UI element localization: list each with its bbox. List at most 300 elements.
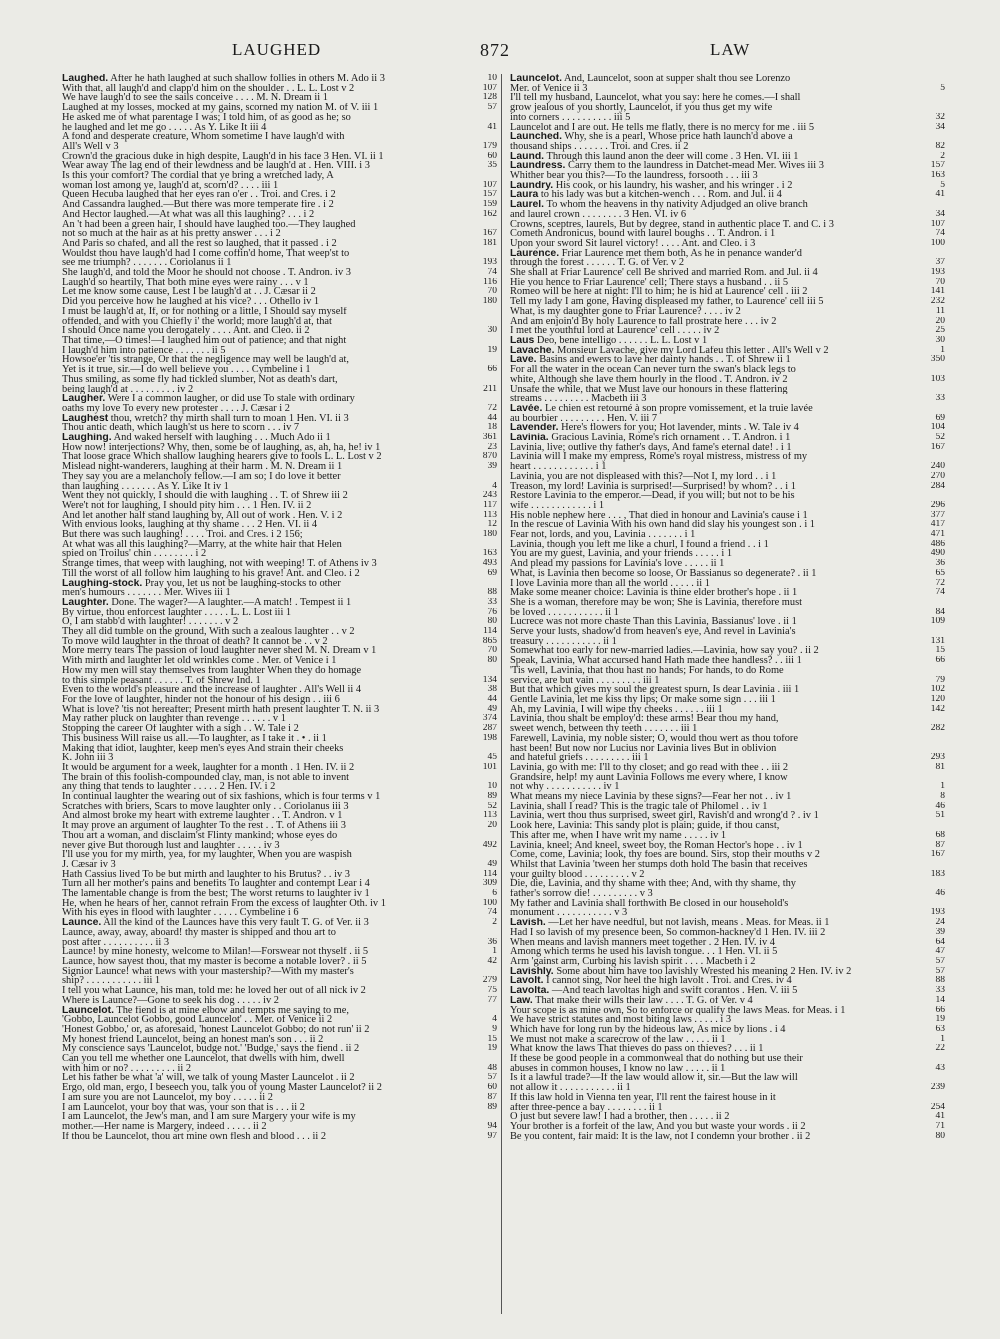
headword: Laund. xyxy=(510,151,545,162)
concordance-line xyxy=(62,346,497,356)
quotation-text: Die, die, Lavinia, and thy shame with thee; And, with thy shame, thy xyxy=(510,879,796,890)
concordance-line xyxy=(62,986,497,996)
line-reference: 10 xyxy=(487,74,497,83)
concordance-line xyxy=(62,763,497,773)
quotation-text: Launce, how sayest thou, that my master is become a notable lover? . ii 5 xyxy=(62,956,367,967)
headword: Lavish. xyxy=(510,918,546,928)
line-reference: 157 xyxy=(930,161,945,171)
concordance-line xyxy=(510,947,945,957)
quotation-text: wife . . . . . . . . . . . . i 1 xyxy=(510,500,605,511)
concordance-line xyxy=(62,666,497,676)
quotation-text: Launcelot and I are out. He tells me flatly, there is no mercy for me . iii 5 xyxy=(510,122,815,133)
headword: Lavinia. xyxy=(510,433,549,443)
concordance-line xyxy=(62,918,497,928)
concordance-line xyxy=(510,656,945,666)
quotation-text: streams . . . . . . . . . Macbeth iii 3 xyxy=(510,394,647,404)
quotation-text: O, I am stabb'd with laughter! . . . . . . . v 2 xyxy=(62,617,239,628)
concordance-line xyxy=(62,928,497,938)
line-reference: 12 xyxy=(487,520,497,530)
line-reference: 10 xyxy=(487,782,497,792)
line-reference: 113 xyxy=(483,510,497,520)
quotation-text: Lavinia, live; outlive thy father's days, And fame's eternal date! . i 1 xyxy=(510,442,792,453)
headword: Laus xyxy=(510,335,535,346)
concordance-line xyxy=(510,317,945,327)
quotation-text: J. Cæsar iv 3 xyxy=(62,859,116,870)
headword: Launcelot. xyxy=(62,1005,114,1016)
quotation-text: Crown'd the gracious duke in high despite, Laugh'd in his face 3 Hen. VI. ii 1 xyxy=(62,151,384,162)
quotation-text: Ergo, old man, ergo, I beseech you, talk you of young Master Launcelot? ii 2 xyxy=(62,1083,382,1093)
concordance-line xyxy=(62,220,497,230)
line-reference: 417 xyxy=(930,520,945,530)
concordance-line xyxy=(510,462,945,472)
quotation-text: abuses in common houses, I know no law . . . . . ii 1 xyxy=(510,1063,726,1074)
concordance-line xyxy=(510,753,945,763)
quotation-text: What know the laws That thieves do pass on thieves? . . . ii 1 xyxy=(510,1044,764,1055)
concordance-line xyxy=(510,792,945,802)
quotation-text: Hath Cassius lived To be but mirth and laughter to his Brutus? . . iv 3 xyxy=(62,869,350,880)
concordance-line xyxy=(62,501,497,511)
concordance-line xyxy=(510,472,945,482)
quotation-text: His cook, or his laundry, his washer, and his wringer . i 2 xyxy=(555,180,793,191)
quotation-text: Friar Laurence met them both, As he in penance wander'd xyxy=(561,248,802,259)
line-reference: 5 xyxy=(940,180,945,190)
quotation-text: Were I a common laugher, or did use To stale with ordinary xyxy=(107,394,355,404)
concordance-line xyxy=(62,1122,497,1132)
concordance-line xyxy=(62,171,497,181)
line-reference: 70 xyxy=(487,646,497,656)
quotation-text: Laughed at my losses, mocked at my gains, scorned my nation M. of V. iii 1 xyxy=(62,103,379,113)
concordance-line xyxy=(510,705,945,715)
quotation-text: When means and lavish manners meet together . 2 Hen. IV. iv 4 xyxy=(510,937,775,948)
concordance-line xyxy=(62,588,497,598)
page-number: 872 xyxy=(480,40,510,60)
line-reference: 198 xyxy=(482,733,497,743)
quotation-text: Strange times, that weep with laughing, not with weeping! T. of Athens iv 3 xyxy=(62,559,377,569)
quotation-text: heart . . . . . . . . . . . . i 1 xyxy=(510,462,607,472)
headword: Launce. xyxy=(62,918,102,928)
quotation-text: Le chien est retourné à son propre vomissement, et la truie lavée xyxy=(544,403,813,414)
concordance-line xyxy=(510,850,945,860)
quotation-text: Thus smiling, as some fly had tickled slumber, Not as death's dart, xyxy=(62,374,338,385)
line-reference: 74 xyxy=(487,908,497,918)
quotation-text: All the kind of the Launces have this very fault T. G. of Ver. ii 3 xyxy=(103,918,369,928)
quotation-text: Launce, away, away, aboard! thy master is shipped and thou art to xyxy=(62,927,336,938)
quotation-text: service, are but vain . . . . . . . . . iii 1 xyxy=(510,675,660,686)
quotation-text: The lamentable change is from the best; The worst returns to laughter iv 1 xyxy=(62,889,370,899)
line-reference: 1 xyxy=(940,345,945,355)
quotation-text: Which have for long run by the hideous law, As mice by lions . i 4 xyxy=(510,1024,786,1035)
line-reference: 80 xyxy=(487,656,497,666)
quotation-text: offended, and with you Chiefly i' the world; more laugh'd at, that xyxy=(62,316,332,327)
quotation-text: Even to the world's pleasure and the increase of laughter . All's Well ii 4 xyxy=(62,685,362,695)
quotation-text: Treason, my lord! Lavinia is surprised!—Surprised! by whom? . . i 1 xyxy=(510,481,796,492)
quotation-text: If thou be Launcelot, thou art mine own flesh and blood . . . ii 2 xyxy=(62,1131,327,1142)
quotation-text: She shall at Friar Laurence' cell Be shrived and married Rom. and Jul. ii 4 xyxy=(510,268,818,278)
quotation-text: They say you are a melancholy fellow.—I am so; I do love it better xyxy=(62,471,341,482)
line-reference: 374 xyxy=(482,714,497,724)
line-reference: 279 xyxy=(482,976,497,986)
headword: Law. xyxy=(510,995,533,1006)
concordance-line xyxy=(510,1083,945,1093)
headword: Laughter. xyxy=(62,597,109,608)
quotation-text: Gracious Lavinia, Rome's rich ornament . . T. Andron. i 1 xyxy=(551,433,791,443)
quotation-text: to his lady was but a kitchen-wench . . . Rom. and Jul. ii 4 xyxy=(540,190,782,201)
quotation-text: Some about him have too lavishly Wrested his meaning 2 Hen. IV. iv 2 xyxy=(556,966,852,977)
quotation-text: grow jealous of you shortly, Launcelot, if you thus get my wife xyxy=(510,103,773,113)
concordance-line xyxy=(62,540,497,550)
line-reference: 15 xyxy=(487,1034,497,1044)
quotation-text: Through this laund anon the deer will come . 3 Hen. VI. iii 1 xyxy=(546,151,799,162)
line-reference: 19 xyxy=(935,1015,945,1025)
concordance-line xyxy=(62,462,497,472)
quotation-text: Launce! by mine honesty, welcome to Milan!—Forswear not thyself . ii 5 xyxy=(62,947,369,957)
line-reference: 193 xyxy=(930,268,945,278)
concordance-line xyxy=(510,579,945,589)
quotation-text: Restore Lavinia to the emperor.—Dead, if you will; but not to be his xyxy=(510,491,795,501)
line-reference: 181 xyxy=(482,238,497,248)
concordance-line xyxy=(510,967,945,977)
concordance-line xyxy=(510,559,945,569)
concordance-line xyxy=(510,714,945,724)
concordance-line xyxy=(510,1054,945,1064)
quotation-text: He asked me of what parentage I was; I told him, of as good as he; so xyxy=(62,112,351,123)
line-reference: 72 xyxy=(935,578,945,588)
concordance-line xyxy=(510,404,945,414)
line-reference: 167 xyxy=(930,442,945,452)
concordance-line xyxy=(62,74,497,84)
concordance-line xyxy=(510,1112,945,1122)
line-reference: 120 xyxy=(930,695,945,704)
concordance-line xyxy=(510,627,945,637)
quotation-text: A fond and desperate creature, Whom sometime I have laugh'd with xyxy=(62,132,345,142)
concordance-line xyxy=(510,782,945,792)
quotation-text: Be you content, fair maid: It is the law, not I condemn your brother . ii 2 xyxy=(510,1131,811,1142)
concordance-line xyxy=(510,1103,945,1113)
concordance-line xyxy=(62,414,497,424)
concordance-line xyxy=(510,879,945,889)
concordance-line xyxy=(62,860,497,870)
quotation-text: Where is Launce?—Gone to seek his dog . . . . . iv 2 xyxy=(62,995,279,1006)
quotation-text: My honest friend Launcelot, being an honest man's son . . . ii 2 xyxy=(62,1034,324,1045)
quotation-text: With mirth and laughter let old wrinkles come . Mer. of Venice i 1 xyxy=(62,656,337,666)
line-reference: 74 xyxy=(935,229,945,239)
quotation-text: after three-pence a bay . . . . . . . . ii 1 xyxy=(510,1102,663,1113)
line-reference: 41 xyxy=(935,1112,945,1122)
concordance-line xyxy=(510,1035,945,1045)
concordance-line xyxy=(510,841,945,851)
concordance-line xyxy=(62,113,497,123)
quotation-text: I am Launcelot, your boy that was, your son that is . . . ii 2 xyxy=(62,1102,305,1113)
quotation-text: Lavinia will I make my empress, Rome's royal mistress, mistress of my xyxy=(510,452,808,463)
quotation-text: I am Launcelot, the Jew's man, and I am sure Margery your wife is my xyxy=(62,1112,356,1122)
line-reference: 296 xyxy=(930,500,945,510)
concordance-line xyxy=(510,249,945,259)
line-reference: 14 xyxy=(935,995,945,1005)
concordance-line xyxy=(510,161,945,171)
headword: Lave. xyxy=(510,355,537,366)
quotation-text: We must not make a scarecrow of the law . . . . . ii 1 xyxy=(510,1034,726,1045)
line-reference: 80 xyxy=(487,617,497,627)
quotation-text: Mislead night-wanderers, laughing at their harm . M. N. Dream ii 1 xyxy=(62,462,343,472)
quotation-text: I cannot sing, Nor heel the high lavolt . Troi. and Cres. iv 4 xyxy=(546,976,792,987)
quotation-text: How my men will stay themselves from laughter When they do homage xyxy=(62,665,362,676)
quotation-text: any thing that tends to laughter . . . . . 2 Hen. IV. i 2 xyxy=(62,782,276,793)
quotation-text: Lucrece was not more chaste Than this Lavinia, Bassianus' love . ii 1 xyxy=(510,617,797,628)
concordance-line xyxy=(62,433,497,443)
headword: Laughed. xyxy=(62,74,109,84)
quotation-text: see me triumph? . . . . . . . Coriolanus ii 1 xyxy=(62,258,232,269)
quotation-text: Monsieur Lavache, give my Lord Lafeu this letter . All's Well v 2 xyxy=(557,345,829,356)
concordance-line xyxy=(510,375,945,385)
concordance-line xyxy=(510,103,945,113)
page-header xyxy=(60,40,940,68)
quotation-text: 'Gobbo, Launcelot Gobbo, good Launcelot' . . Mer. of Venice ii 2 xyxy=(62,1015,333,1025)
headword: Laundress. xyxy=(510,161,566,172)
quotation-text: It may prove an argument of laughter To the rest . . T. of Athens iii 3 xyxy=(62,821,346,831)
line-reference: 490 xyxy=(930,549,945,559)
quotation-text: Lavinia, kneel; And kneel, sweet boy, the Roman Hector's hope . . iv 1 xyxy=(510,840,803,851)
line-reference: 52 xyxy=(487,801,497,811)
line-reference: 48 xyxy=(487,1063,497,1073)
quotation-text: I'll tell my husband, Launcelot, what you say: here he comes.—I shall xyxy=(510,93,801,104)
line-reference: 69 xyxy=(487,568,497,578)
concordance-line xyxy=(62,317,497,327)
headword: Laugher. xyxy=(62,394,106,404)
concordance-line xyxy=(62,947,497,957)
line-reference: 23 xyxy=(487,442,497,452)
quotation-text: Is it a lawful trade?—If the law would allow it, sir.—But the law will xyxy=(510,1073,798,1084)
concordance-line xyxy=(510,142,945,152)
concordance-line xyxy=(510,996,945,1006)
quotation-text: Did you perceive how he laughed at his vice? . . . Othello iv 1 xyxy=(62,297,320,307)
quotation-text: 'Honest Gobbo,' or, as aforesaid, 'honest Launcelot Gobbo; do not run' ii 2 xyxy=(62,1024,370,1035)
concordance-line xyxy=(62,938,497,948)
concordance-line xyxy=(62,841,497,851)
quotation-text: 'Tis well, Lavinia, that thou hast no hands; For hands, to do Rome xyxy=(510,665,784,676)
concordance-line xyxy=(62,404,497,414)
quotation-text: This business Will raise us all.—To laughter, as I take it . • . ii 1 xyxy=(62,733,327,744)
quotation-text: Whilst that Lavinia 'tween her stumps doth hold The basin that receives xyxy=(510,859,808,870)
concordance-line xyxy=(62,773,497,783)
concordance-line xyxy=(510,773,945,783)
concordance-line xyxy=(62,899,497,909)
quotation-text: I'll use you for my mirth, yea, for my laughter, When you are waspish xyxy=(62,850,352,860)
quotation-text: Let me know some cause, Lest I be laugh'd at . . J. Cæsar ii 2 xyxy=(62,287,316,298)
quotation-text: Mer. of Venice ii 3 xyxy=(510,83,588,94)
concordance-line xyxy=(510,569,945,579)
concordance-line xyxy=(62,287,497,297)
line-reference: 22 xyxy=(935,1044,945,1054)
line-reference: 159 xyxy=(482,200,497,210)
quotation-text: Somewhat too early for new-married ladies.—Lavinia, how say you? . ii 2 xyxy=(510,646,819,657)
quotation-text: We have strict statutes and most biting laws . . . . . i 3 xyxy=(510,1015,732,1025)
line-reference: 232 xyxy=(930,297,945,307)
line-reference: 471 xyxy=(930,530,945,540)
quotation-text: Farewell, Lavinia, my noble sister; O, would thou wert as thou tofore xyxy=(510,733,798,744)
concordance-line xyxy=(62,93,497,103)
concordance-line xyxy=(62,753,497,763)
line-reference: 74 xyxy=(487,268,497,278)
quotation-text: and laurel crown . . . . . . . . 3 Hen. VI. iv 6 xyxy=(510,209,687,220)
concordance-line xyxy=(510,549,945,559)
quotation-text: Queen Hecuba laughed that her eyes ran o'er . . Troi. and Cres. i 2 xyxy=(62,190,336,201)
quotation-text: I love Lavinia more than all the world . . . . . ii 1 xyxy=(510,578,710,589)
line-reference: 2 xyxy=(492,918,497,928)
quotation-text: If these be good people in a commonweal that do nothing but use their xyxy=(510,1054,803,1064)
line-reference: 114 xyxy=(483,627,497,637)
quotation-text: Till the worst of all follow him laughing to his grave! Ant. and Cleo. i 2 xyxy=(62,568,360,579)
quotation-text: An 't had been a green hair, I should have laughed too.—They laughed xyxy=(62,219,356,230)
line-reference: 309 xyxy=(482,879,497,889)
concordance-line xyxy=(510,268,945,278)
header-right-guide-word: LAW xyxy=(710,40,751,59)
concordance-line xyxy=(510,501,945,511)
concordance-line xyxy=(62,608,497,618)
concordance-line xyxy=(62,617,497,627)
line-reference: 77 xyxy=(487,995,497,1005)
concordance-line xyxy=(62,229,497,239)
quotation-text: At what was all this laughing?—Marry, at the white hair that Helen xyxy=(62,539,342,550)
concordance-line xyxy=(510,918,945,928)
concordance-line xyxy=(510,181,945,191)
quotation-text: I must be laugh'd at, If, or for nothing or a little, I Should say myself xyxy=(62,306,347,317)
line-reference: 47 xyxy=(935,947,945,957)
line-reference: 37 xyxy=(935,258,945,268)
concordance-line xyxy=(510,297,945,307)
concordance-line xyxy=(62,1044,497,1054)
quotation-text: not why . . . . . . . . . . . iv 1 xyxy=(510,782,620,793)
concordance-line xyxy=(510,307,945,317)
concordance-line xyxy=(62,258,497,268)
line-reference: 41 xyxy=(487,122,497,132)
quotation-text: For all the water in the ocean Can never turn the swan's black legs to xyxy=(510,365,796,375)
quotation-text: with him or no? . . . . . . . . . ii 2 xyxy=(62,1063,192,1074)
headword: Lavender. xyxy=(510,423,559,434)
line-reference: 89 xyxy=(487,792,497,802)
headword: Lavolta. xyxy=(510,986,550,996)
quotation-text: hast been! But now nor Lucius nor Lavinia lives But in oblivion xyxy=(510,743,777,754)
concordance-line xyxy=(62,1083,497,1093)
line-reference: 57 xyxy=(935,966,945,976)
concordance-line xyxy=(62,385,497,395)
line-reference: 88 xyxy=(487,588,497,598)
line-reference: 284 xyxy=(930,481,945,491)
quotation-text: Howsoe'er 'tis strange, Or that the negligence may well be laugh'd at, xyxy=(62,355,349,366)
quotation-text: By virtue, thou enforcest laughter . . . . . L. L. Lost iii 1 xyxy=(62,607,292,618)
concordance-line xyxy=(510,1025,945,1035)
line-reference: 60 xyxy=(487,151,497,161)
concordance-line xyxy=(510,278,945,288)
concordance-line xyxy=(62,103,497,113)
quotation-text: But that which gives my soul the greatest spurn, Is dear Lavinia . iii 1 xyxy=(510,685,800,695)
line-reference: 128 xyxy=(482,93,497,103)
concordance-line xyxy=(62,511,497,521)
concordance-line xyxy=(62,656,497,666)
line-reference: 68 xyxy=(935,830,945,840)
headword: Laughing. xyxy=(62,433,112,443)
quotation-text: Can you tell me whether one Launcelot, that dwells with him, dwell xyxy=(62,1054,345,1064)
concordance-line xyxy=(510,93,945,103)
line-reference: 94 xyxy=(487,1121,497,1131)
line-reference: 163 xyxy=(482,549,497,559)
line-reference: 44 xyxy=(487,413,497,423)
quotation-text: What is love? 'tis not hereafter; Present mirth hath present laughter T. N. ii 3 xyxy=(62,704,380,715)
concordance-line xyxy=(510,1073,945,1083)
quotation-text: be loved . . . . . . . . . . . ii 1 xyxy=(510,607,619,618)
line-reference: 109 xyxy=(930,617,945,627)
concordance-line xyxy=(510,200,945,210)
concordance-line xyxy=(510,870,945,880)
concordance-line xyxy=(62,472,497,482)
line-reference: 1 xyxy=(940,1034,945,1044)
quotation-text: What means my niece Lavinia by these signs?—Fear her not . . iv 1 xyxy=(510,792,792,802)
concordance-line xyxy=(62,491,497,501)
quotation-text: post after . . . . . . . . . . ii 3 xyxy=(62,937,170,948)
quotation-text: Ah, my Lavinia, I will wipe thy cheeks . . . . . . iii 1 xyxy=(510,704,723,715)
concordance-line xyxy=(62,967,497,977)
line-reference: 180 xyxy=(482,297,497,307)
line-reference: 270 xyxy=(930,471,945,481)
line-reference: 39 xyxy=(935,927,945,937)
quotation-text: sweet wench, between thy teeth . . . . . . . iii 1 xyxy=(510,724,698,734)
quotation-text: I should Once name you derogately . . . . Ant. and Cleo. ii 2 xyxy=(62,326,310,336)
concordance-line xyxy=(510,1064,945,1074)
concordance-line xyxy=(510,676,945,686)
concordance-line xyxy=(62,190,497,200)
line-reference: 80 xyxy=(935,1131,945,1141)
concordance-line xyxy=(62,1025,497,1035)
quotation-text: Speak, Lavinia, What accursed hand Hath made thee handless? . . iii 1 xyxy=(510,656,802,666)
concordance-line xyxy=(510,511,945,521)
concordance-line xyxy=(510,928,945,938)
line-reference: 100 xyxy=(482,898,497,908)
quotation-text: His noble nephew here . . . , That died in honour and Lavinia's cause i 1 xyxy=(510,510,808,521)
line-reference: 72 xyxy=(487,403,497,413)
line-reference: 18 xyxy=(487,423,497,433)
quotation-text: Thou art a woman, and disclaim'st Flinty mankind; whose eyes do xyxy=(62,830,338,841)
quotation-text: My conscience says 'Launcelot, budge not.' 'Budge,' says the fiend . ii 2 xyxy=(62,1044,360,1055)
quotation-text: What, is my daughter gone to Friar Laurence? . . . . iv 2 xyxy=(510,306,741,317)
line-reference: 4 xyxy=(492,481,497,491)
line-reference: 8 xyxy=(940,792,945,802)
concordance-line xyxy=(62,423,497,433)
line-reference: 141 xyxy=(930,287,945,297)
quotation-text: woman lost among ye, laugh'd at, scorn'd? . . . . iii 1 xyxy=(62,180,279,191)
quotation-text: And almost broke my heart with extreme laughter . . T. Andron. v 1 xyxy=(62,811,343,822)
line-reference: 69 xyxy=(935,413,945,423)
quotation-text: I am sure you are not Launcelot, my boy . . . . . ii 2 xyxy=(62,1092,273,1103)
concordance-line xyxy=(510,1093,945,1103)
concordance-line xyxy=(62,161,497,171)
concordance-line xyxy=(510,1006,945,1016)
concordance-line xyxy=(510,1132,945,1142)
quotation-text: Lavinia, you are not displeased with this?—Not I, my lord . . i 1 xyxy=(510,471,777,482)
line-reference: 42 xyxy=(487,956,497,966)
concordance-line xyxy=(510,132,945,142)
concordance-line xyxy=(510,637,945,647)
line-reference: 20 xyxy=(487,821,497,831)
line-reference: 134 xyxy=(482,675,497,685)
line-reference: 49 xyxy=(487,859,497,869)
line-reference: 104 xyxy=(930,423,945,433)
concordance-line xyxy=(510,1044,945,1054)
headword: Lavishly. xyxy=(510,966,554,977)
line-reference: 102 xyxy=(930,685,945,695)
concordance-line xyxy=(510,744,945,754)
concordance-line xyxy=(510,938,945,948)
quotation-text: Your scope is as mine own, So to enforce or qualify the laws Meas. for Meas. i 1 xyxy=(510,1005,846,1016)
concordance-line xyxy=(62,695,497,705)
